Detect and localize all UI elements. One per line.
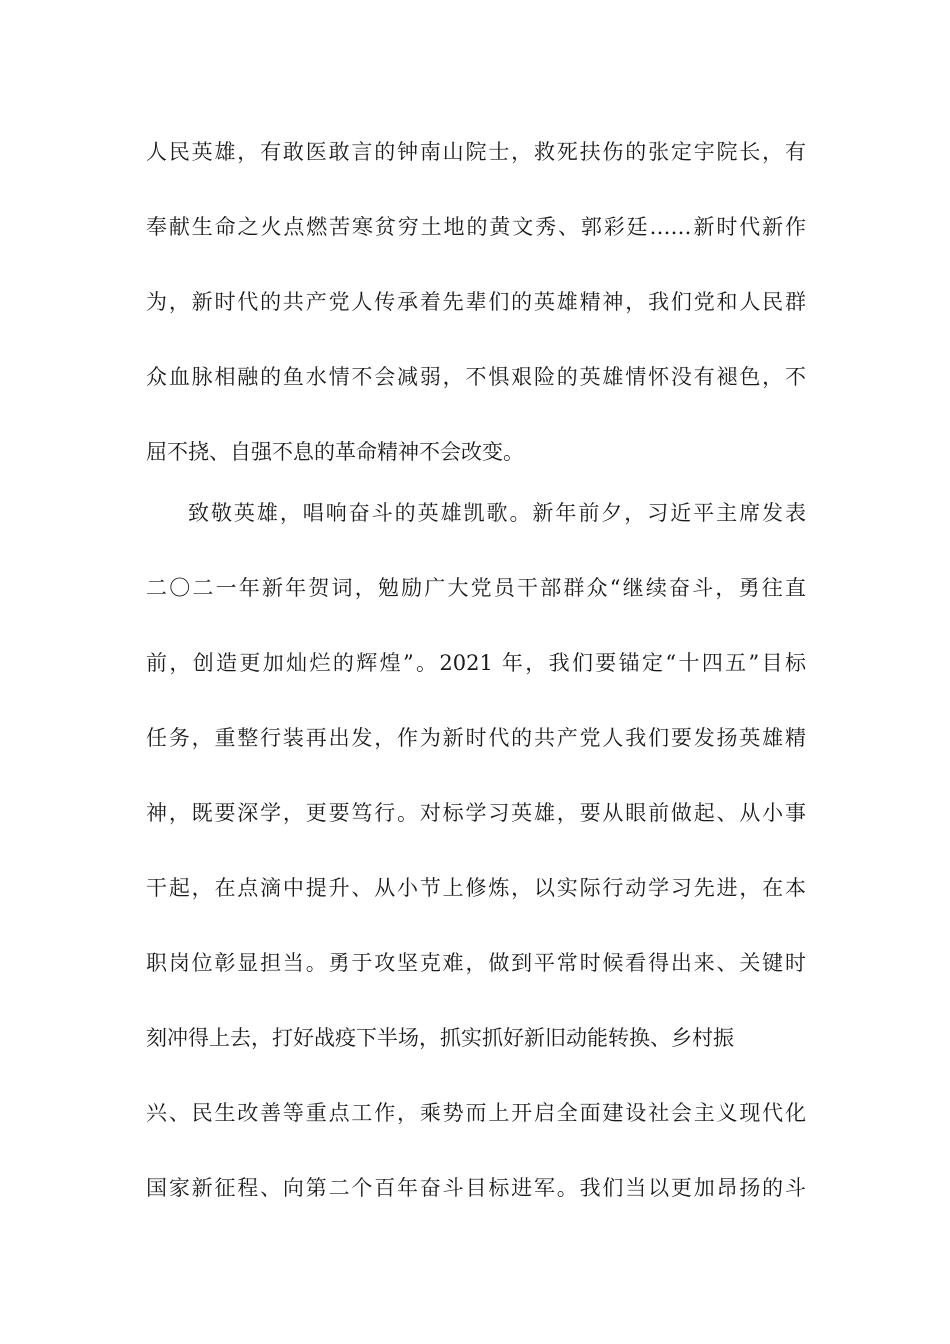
- text-line-8: 前，创造更加灿烂的辉煌”。2021 年，我们要锚定“十四五”目标: [146, 651, 806, 675]
- text-line-11: 干起，在点滴中提升、从小节上修炼，以实际行动学习先进，在本: [146, 876, 806, 900]
- text-line-1: 人民英雄，有敢医敢言的钟南山院士，救死扶伤的张定宇院长，有: [146, 140, 806, 164]
- text-line-3: 为，新时代的共产党人传承着先辈们的英雄精神，我们党和人民群: [146, 290, 806, 314]
- text-line-14: 兴、民生改善等重点工作，乘势而上开启全面建设社会主义现代化: [146, 1101, 806, 1125]
- text-line-9: 任务，重整行装再出发，作为新时代的共产党人我们要发扬英雄精: [146, 726, 806, 750]
- text-line-15: 国家新征程、向第二个百年奋斗目标进军。我们当以更加昂扬的斗: [146, 1176, 806, 1200]
- text-line-2: 奉献生命之火点燃苦寒贫穷土地的黄文秀、郭彩廷……新时代新作: [146, 215, 806, 239]
- text-line-6: 致敬英雄，唱响奋斗的英雄凯歌。新年前夕，习近平主席发表: [188, 501, 806, 525]
- text-line-7: 二〇二一年新年贺词，勉励广大党员干部群众“继续奋斗，勇往直: [146, 576, 806, 600]
- text-line-4: 众血脉相融的鱼水情不会减弱，不惧艰险的英雄情怀没有褪色，不: [146, 365, 806, 389]
- text-line-5: 屈不挠、自强不息的革命精神不会改变。: [146, 440, 524, 464]
- text-line-10: 神，既要深学，更要笃行。对标学习英雄，要从眼前做起、从小事: [146, 801, 806, 825]
- text-line-12: 职岗位彰显担当。勇于攻坚克难，做到平常时候看得出来、关键时: [146, 951, 806, 975]
- text-line-13: 刻冲得上去，打好战疫下半场，抓实抓好新旧动能转换、乡村振: [146, 1026, 734, 1050]
